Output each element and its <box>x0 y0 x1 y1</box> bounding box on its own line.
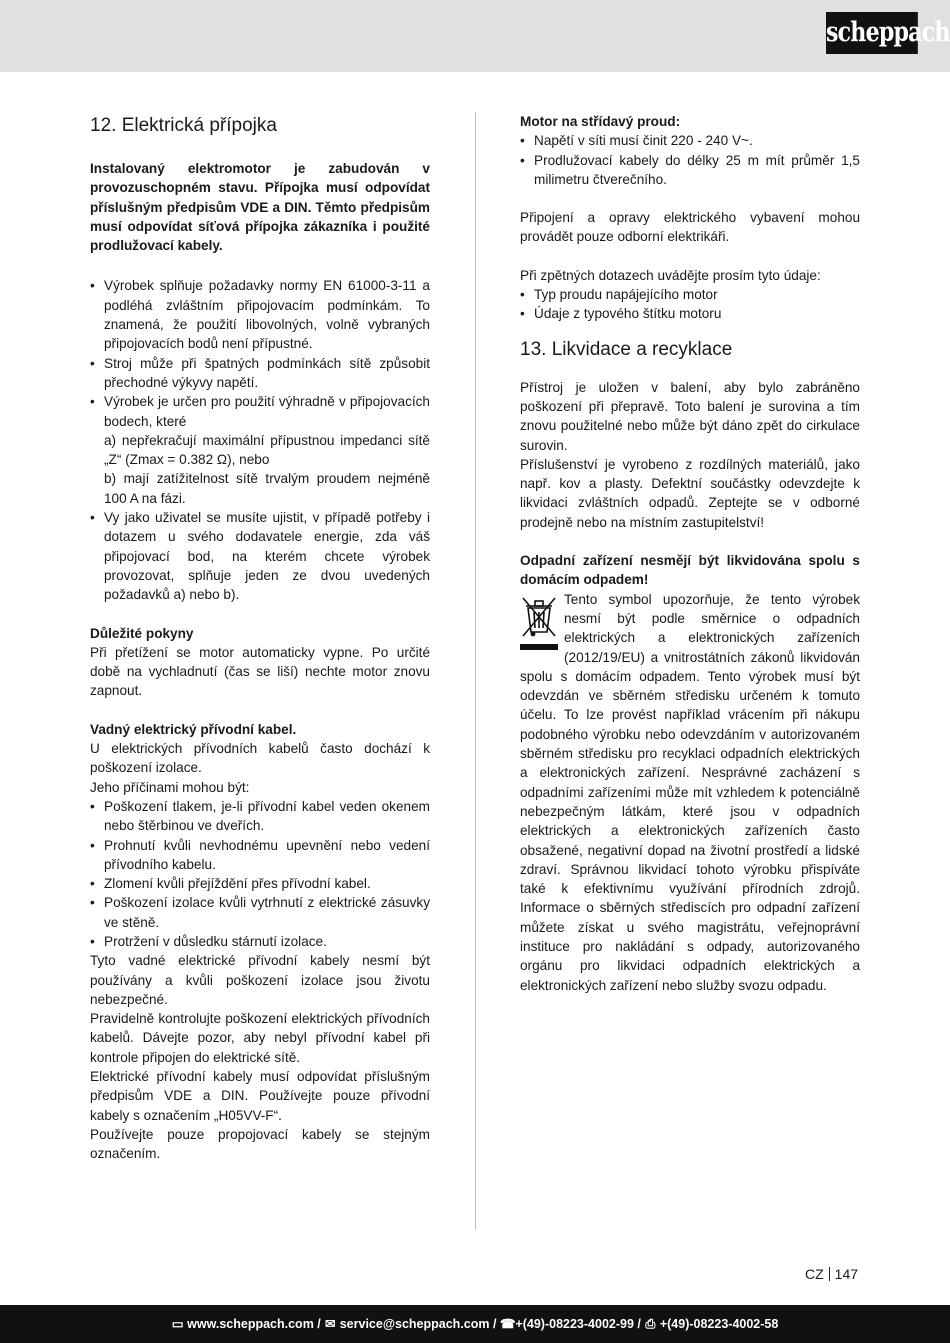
list-item: • Údaje z typového štítku motoru <box>520 304 860 323</box>
condition-b: b) mají zatížitelnost sítě trvalým proudem nejméně 100 A na fázi. <box>104 471 430 506</box>
cable-text: Jeho příčinami mohou být: <box>90 779 250 795</box>
section-title: Elektrická přípojka <box>121 115 277 136</box>
cable-text: Pravidelně kontrolujte poškození elektrických přívodních kabelů. Dávejte pozor, aby nebyl přívodní kabel při kontrole připojen do elektrické sítě. <box>90 1011 430 1065</box>
query-list <box>520 285 860 324</box>
requirements-list <box>90 276 430 604</box>
computer-icon: ▭ <box>171 1317 184 1331</box>
footer-email[interactable]: service@scheppach.com / <box>339 1317 497 1331</box>
list-item: • Protržení v důsledku stárnutí izolace. <box>90 932 430 951</box>
ac-list <box>520 131 860 189</box>
disposal-text: Příslušenství je vyrobeno z rozdílných materiálů, jako např. kov a plasty. Defektní součástky odevzdejte k likvidaci zvláštních odpadů. Zeptejte se v odborné prodejně nebo na místním zastupitelství! <box>520 456 860 530</box>
list-item-text: Výrobek je určen pro použití výhradně v připojovacích bodech, které <box>104 394 430 429</box>
right-column <box>520 112 860 995</box>
footer-web[interactable]: www.scheppach.com / <box>187 1317 321 1331</box>
disposal-text: Přístroj je uložen v balení, aby bylo zabráněno poškození při přepravě. Toto balení je surovina a tím znovu použitelné nebo může být dáno zpět do cirkulace surovin. <box>520 379 860 453</box>
page-number-value: 147 <box>834 1266 859 1282</box>
page-separator <box>829 1267 830 1281</box>
important-text: Při přetížení se motor automaticky vypne. Po určité době na vychladnutí (čas se liší) nechte motor znovu zapnout. <box>90 644 430 699</box>
cable-text: U elektrických přívodních kabelů často dochází k poškození izolace. <box>90 741 430 776</box>
list-item: • Zlomení kvůli přejíždění přes přívodní kabel. <box>90 874 430 893</box>
repair-text: Připojení a opravy elektrického vybavení mohou provádět pouze odborní elektrikáři. <box>520 210 860 245</box>
mail-icon: ✉ <box>325 1317 336 1331</box>
page-language: CZ <box>805 1266 824 1282</box>
list-item: • Poškození tlakem, je-li přívodní kabel veden okenem nebo štěrbinou ve dveřích. <box>90 797 430 836</box>
crossed-bin-icon <box>520 592 558 652</box>
cable-text: Tyto vadné elektrické přívodní kabely nesmí být používány a kvůli poškození izolace jsou životu nebezpečné. <box>90 953 430 1007</box>
page-footer <box>0 1305 950 1343</box>
cable-text: Používejte pouze propojovací kabely se stejným označením. <box>90 1126 430 1162</box>
section-12-heading <box>90 112 430 140</box>
list-item: • Poškození izolace kvůli vytrhnutí z elektrické zásuvky ve stěně. <box>90 893 430 932</box>
brand-logo: scheppach <box>826 12 918 54</box>
fax-icon: ⎙ <box>645 1317 656 1331</box>
column-divider <box>475 112 476 1230</box>
list-item: • Výrobek splňuje požadavky normy EN 61000-3-11 a podléhá zvláštním připojovacím podmínkám. To znamená, že použití libovolných, volně vybraných připojovacích bodů není přípustné. <box>90 276 430 353</box>
query-text: Při zpětných dotazech uvádějte prosím tyto údaje: <box>520 267 821 283</box>
footer-fax: +(49)-08223-4002-58 <box>659 1317 779 1331</box>
list-item: • Prodlužovací kabely do délky 25 m mít průměr 1,5 milimetru čtverečního. <box>520 151 860 190</box>
page-header <box>0 0 950 72</box>
page-number <box>805 1266 858 1282</box>
left-column <box>90 112 430 1164</box>
cable-text: Elektrické přívodní kabely musí odpovídat příslušným předpisům VDE a DIN. Používejte pouze přívodní kabely s označením „H05VV-F“. <box>90 1069 430 1123</box>
list-item <box>90 392 430 508</box>
cable-causes-list <box>90 797 430 951</box>
list-item: • Typ proudu napájejícího motor <box>520 285 860 304</box>
section-title: Likvidace a recyklace <box>551 338 733 360</box>
waste-heading: Odpadní zařízení nesmějí být likvidována spolu s domácím odpadem! <box>520 553 860 588</box>
intro-paragraph: Instalovaný elektromotor je zabudován v provozuschopném stavu. Přípojka musí odpovídat příslušným předpisům VDE a DIN. Těmto předpisům musí odpovídat síťová přípojka zákazníka i použité prodlužovací kabely. <box>90 161 430 254</box>
weee-paragraph <box>520 590 860 995</box>
cable-heading: Vadný elektrický přívodní kabel. <box>90 721 297 737</box>
waste-text: Tento symbol upozorňuje, že tento výrobek nesmí být podle směrnice o odpadních elektrických a elektronických zařízeních (2012/19/EU) a vnitrostátních zákonů likvidován spolu s domácím odpadem. Tento výrobek musí být odevzdán ve sběrném středisku určeném k tomuto účelu. To lze provést například vrácením při nákupu podobného výrobku nebo odevzdáním v autorizovaném sběrném středisku pro recyklaci odpadních elektrických a elektronických zařízení. Nesprávné zacházení s odpadními zařízeními může mít vzhledem k potenciálně nebezpečným látkám, které jsou v odpadních elektrických a elektronických zařízeních často obsažené, negativní dopad na životní prostředí a lidské zdraví. Správnou likvidací tohoto výrobku přispíváte také k efektivnímu využívání přírodních zdrojů. Informace o sběrných střediscích pro odpadní zařízení můžete získat u svého magistrátu, veřejnoprávní instituce pro nakládání s odpady, autorizovaného orgánu pro likvidaci odpadních elektrických a elektronických zařízení nebo služby svozu odpadu. <box>520 591 860 993</box>
section-number: 12. <box>90 115 117 136</box>
section-number: 13. <box>520 338 547 360</box>
list-item: • Napětí v síti musí činit 220 - 240 V~. <box>520 131 860 150</box>
footer-phone: +(49)-08223-4002-99 / <box>515 1317 641 1331</box>
condition-a: a) nepřekračují maximální přípustnou impedanci sítě „Z“ (Zmax = 0.382 Ω), nebo <box>104 432 430 468</box>
ac-heading: Motor na střídavý proud: <box>520 114 681 129</box>
phone-icon: ☎ <box>499 1317 516 1331</box>
section-13-heading <box>520 336 860 364</box>
list-item: • Prohnutí kvůli nevhodnému upevnění nebo vedení přívodního kabelu. <box>90 836 430 875</box>
important-heading: Důležité pokyny <box>90 625 194 641</box>
list-item: • Stroj může při špatných podmínkách sítě způsobit přechodné výkyvy napětí. <box>90 354 430 393</box>
list-item: • Vy jako uživatel se musíte ujistit, v případě potřeby i dotazem u svého dodavatele energie, zda váš připojovací bod, na kterém chcete výrobek provozovat, splňuje jeden ze dvou uvedených požadavků a) nebo b). <box>90 508 430 604</box>
